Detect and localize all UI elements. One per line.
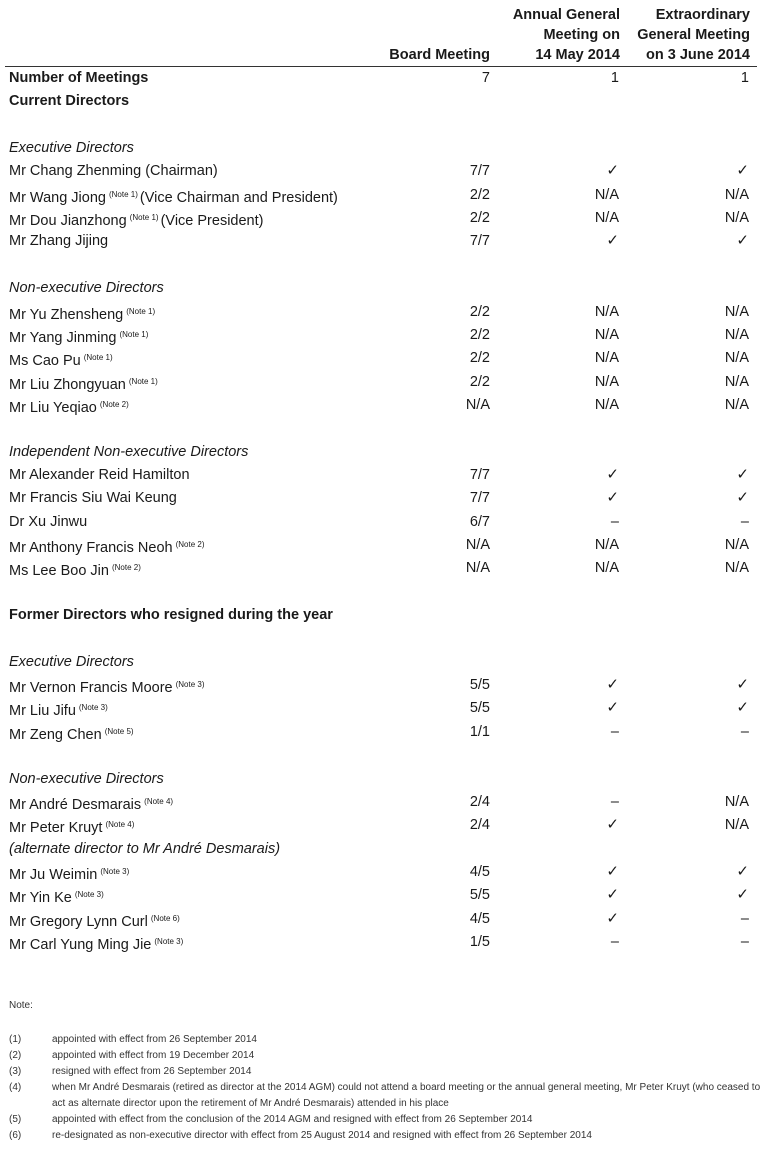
director-name: Independent Non-executive Directors [9, 443, 249, 460]
egm-cell: ✓ [736, 465, 749, 483]
spacer-row [9, 254, 759, 276]
board-meeting-cell: 2/2 [469, 326, 490, 343]
director-name: (alternate director to Mr André Desmarais) [9, 840, 281, 857]
row-label [9, 394, 131, 419]
row-label [9, 301, 157, 326]
agm-cell: N/A [594, 537, 619, 553]
row-label [9, 347, 115, 372]
header-egm-line: Extraordinary [655, 7, 750, 23]
table-row [9, 207, 759, 229]
note-reference: (Note 1) [128, 376, 158, 386]
row-label [9, 511, 87, 533]
agm-cell: – [610, 723, 619, 740]
table-row [9, 511, 759, 533]
agm-cell: N/A [594, 350, 619, 367]
board-meeting-cell: 7/7 [469, 466, 490, 483]
row-label [9, 768, 164, 790]
egm-cell: – [740, 933, 749, 950]
header-egm [637, 5, 750, 65]
board-meeting-cell: 1/1 [469, 723, 490, 740]
board-meeting-cell: 5/5 [469, 677, 490, 694]
egm-cell: ✓ [736, 489, 749, 507]
board-meeting-cell: 7/7 [469, 233, 490, 250]
director-name: Mr Zeng Chen [9, 726, 102, 743]
note-text: when Mr André Desmarais (retired as director at the 2014 AGM) could not attend a board meeting or the annual general meeting, Mr Peter Kruyt (who ceased to act as alternate director upon the retirement of Mr André Desmarais) attended in his place [52, 1082, 761, 1109]
director-name: Mr Liu Jifu [9, 703, 76, 720]
agm-cell: N/A [594, 303, 619, 320]
row-label [9, 487, 177, 509]
director-name: Mr Carl Yung Ming Jie [9, 936, 152, 953]
director-name: Mr Ju Weimin [9, 866, 98, 883]
header-egm-line: General Meeting [637, 27, 750, 43]
director-name: Mr Yang Jinming [9, 329, 117, 346]
row-label [9, 441, 248, 463]
director-name: Mr Alexander Reid Hamilton [9, 466, 190, 483]
director-name: Dr Xu Jinwu [9, 513, 88, 530]
table-row [9, 557, 759, 579]
egm-cell: ✓ [736, 676, 749, 694]
board-meeting-cell: 4/5 [469, 863, 490, 880]
agm-cell: – [610, 513, 619, 530]
board-meeting-cell: 4/5 [469, 910, 490, 927]
note-text: resigned with effect from 26 September 2014 [52, 1066, 252, 1077]
agm-cell: 1 [610, 70, 619, 86]
note-text: appointed with effect from 19 December 2014 [52, 1050, 255, 1061]
egm-cell: N/A [724, 793, 749, 810]
egm-cell: N/A [724, 303, 749, 320]
egm-cell: N/A [724, 396, 749, 413]
note-reference: (Note 2) [111, 563, 141, 573]
row-label [9, 324, 150, 349]
egm-cell: – [740, 723, 749, 740]
director-name: Mr Gregory Lynn Curl [9, 913, 148, 930]
note-number: (4) [9, 1082, 22, 1093]
director-name: Mr Liu Zhongyuan [9, 376, 126, 393]
note-text: re-designated as non-executive director with effect from 25 August 2014 and resigned with effect from 26 September 2014 [52, 1130, 592, 1141]
agm-cell: N/A [594, 186, 619, 203]
note-reference: (Note 2) [175, 540, 205, 549]
row-label [9, 277, 164, 299]
section-heading [9, 838, 759, 860]
table-row [9, 230, 759, 252]
row-label [9, 534, 207, 559]
row-label [9, 604, 333, 626]
director-name: Mr Dou Jianzhong [9, 213, 127, 230]
role-suffix: (Vice President) [160, 213, 264, 230]
row-label [9, 67, 148, 89]
egm-cell: N/A [724, 373, 749, 390]
director-name: Executive Directors [9, 653, 134, 670]
egm-cell: N/A [724, 350, 749, 367]
agm-cell: N/A [594, 373, 619, 390]
egm-cell: N/A [724, 537, 749, 553]
director-name: Former Directors who resigned during the year [9, 607, 333, 624]
row-label [9, 230, 108, 252]
note-text: appointed with effect from 26 September 2014 [52, 1034, 257, 1045]
row-label [9, 814, 136, 839]
table-row [9, 721, 759, 743]
agm-cell: N/A [594, 560, 619, 577]
egm-cell: N/A [724, 560, 749, 577]
agm-cell: ✓ [606, 886, 619, 904]
table-row [9, 791, 759, 813]
spacer-row [9, 114, 759, 136]
note-reference: (Note 4) [144, 796, 174, 806]
agm-cell: – [610, 933, 619, 950]
row-label [9, 137, 134, 159]
header-board-meeting [389, 45, 490, 65]
table-row [9, 697, 759, 719]
row-label [9, 721, 136, 746]
header-agm-line: 14 May 2014 [535, 47, 620, 63]
director-name: Mr Liu Yeqiao [9, 399, 97, 416]
row-label [9, 207, 263, 232]
note-reference: (Note 1) [129, 213, 159, 223]
row-label [9, 697, 110, 722]
spacer-row [9, 417, 759, 439]
section-heading [9, 67, 759, 89]
note-number: (1) [9, 1034, 22, 1045]
director-name: Mr Yu Zhensheng [9, 306, 124, 323]
section-heading [9, 277, 759, 299]
table-row [9, 371, 759, 393]
section-heading [9, 604, 759, 626]
row-label [9, 791, 175, 816]
director-name: Mr Wang Jiong [9, 189, 106, 206]
director-name: Mr Vernon Francis Moore [9, 680, 173, 697]
table-row [9, 394, 759, 416]
director-name: Number of Meetings [9, 70, 149, 86]
row-label [9, 371, 160, 396]
note-reference: (Note 1) [108, 189, 138, 199]
note-number: (2) [9, 1050, 22, 1061]
spacer-row [9, 581, 759, 603]
section-heading [9, 441, 759, 463]
agm-cell: ✓ [606, 162, 619, 180]
note-text: appointed with effect from the conclusion of the 2014 AGM and resigned with effect from 26 September 2014 [52, 1114, 533, 1125]
egm-cell: ✓ [736, 862, 749, 880]
spacer-row [9, 627, 759, 649]
director-name: Ms Lee Boo Jin [9, 563, 109, 580]
table-row [9, 160, 759, 182]
agm-cell: ✓ [606, 232, 619, 250]
director-name: Mr Yin Ke [9, 890, 72, 907]
table-row [9, 908, 759, 930]
agm-cell: ✓ [606, 816, 619, 834]
row-label [9, 464, 190, 486]
note-number: (3) [9, 1066, 22, 1077]
header-agm [513, 5, 620, 65]
board-meeting-cell: 6/7 [469, 513, 490, 530]
row-label [9, 651, 134, 673]
egm-cell: ✓ [736, 232, 749, 250]
section-heading [9, 137, 759, 159]
board-meeting-cell: 2/2 [469, 373, 490, 390]
board-meeting-cell: 2/2 [469, 303, 490, 320]
table-row [9, 184, 759, 206]
director-name: Mr Francis Siu Wai Keung [9, 490, 177, 507]
board-meeting-cell: 7 [481, 70, 490, 86]
agm-cell: ✓ [606, 699, 619, 717]
header-egm-line: on 3 June 2014 [646, 47, 750, 63]
director-name: Ms Cao Pu [9, 353, 81, 370]
row-label [9, 931, 185, 956]
header-board-line: Board Meeting [389, 47, 490, 63]
egm-cell: ✓ [736, 699, 749, 717]
row-label [9, 90, 129, 112]
table-row [9, 861, 759, 883]
table-row [9, 884, 759, 906]
egm-cell: N/A [724, 817, 749, 834]
note-reference: (Note 1) [83, 353, 113, 363]
section-heading [9, 90, 759, 112]
agm-cell: ✓ [606, 909, 619, 927]
egm-cell: – [740, 513, 749, 530]
note-reference: (Note 2) [99, 399, 129, 409]
agm-cell: N/A [594, 326, 619, 343]
director-name: Non-executive Directors [9, 770, 164, 787]
egm-cell: ✓ [736, 162, 749, 180]
row-label [9, 908, 182, 933]
agm-cell: ✓ [606, 862, 619, 880]
row-label [9, 160, 218, 182]
note-reference: (Note 3) [100, 866, 130, 876]
director-name: Mr André Desmarais [9, 796, 142, 813]
note-reference: (Note 3) [154, 936, 184, 946]
table-row [9, 814, 759, 836]
table-row [9, 347, 759, 369]
table-row [9, 674, 759, 696]
row-label [9, 838, 280, 860]
egm-cell: 1 [740, 70, 749, 86]
director-name: Mr Zhang Jijing [9, 233, 109, 250]
row-label [9, 184, 338, 209]
section-heading [9, 768, 759, 790]
note-reference: (Note 3) [74, 890, 104, 900]
table-row [9, 464, 759, 486]
row-label [9, 861, 131, 886]
note-reference: (Note 6) [150, 913, 180, 923]
board-meeting-cell: 2/2 [469, 186, 490, 203]
table-row [9, 487, 759, 509]
row-label [9, 884, 106, 909]
note-heading: Note: [9, 1000, 33, 1011]
table-row [9, 534, 759, 556]
director-name: Executive Directors [9, 140, 134, 157]
board-meeting-cell: 2/2 [469, 210, 490, 227]
egm-cell: – [740, 910, 749, 927]
board-meeting-cell: 7/7 [469, 163, 490, 180]
agm-cell: ✓ [606, 676, 619, 694]
agm-cell: ✓ [606, 465, 619, 483]
note-number: (6) [9, 1130, 22, 1141]
note-reference: (Note 4) [105, 820, 135, 830]
board-meeting-cell: 5/5 [469, 887, 490, 904]
spacer-row [9, 744, 759, 766]
board-meeting-cell: 5/5 [469, 700, 490, 717]
section-heading [9, 651, 759, 673]
board-meeting-cell: 2/4 [469, 817, 490, 834]
director-name: Mr Peter Kruyt [9, 820, 103, 837]
note-reference: (Note 1) [119, 329, 149, 339]
note-reference: (Note 1) [126, 306, 156, 316]
director-name: Mr Anthony Francis Neoh [9, 540, 173, 556]
role-suffix: (Vice Chairman and President) [139, 189, 338, 206]
agm-cell: – [610, 793, 619, 810]
board-meeting-cell: 2/2 [469, 350, 490, 367]
table-row [9, 324, 759, 346]
table-row [9, 931, 759, 953]
table-row [9, 301, 759, 323]
note-reference: (Note 5) [104, 726, 134, 736]
egm-cell: N/A [724, 210, 749, 227]
director-name: Current Directors [9, 93, 130, 110]
board-meeting-cell: 1/5 [469, 933, 490, 950]
header-agm-line: Meeting on [543, 27, 620, 43]
egm-cell: ✓ [736, 886, 749, 904]
row-label [9, 557, 143, 582]
egm-cell: N/A [724, 326, 749, 343]
agm-cell: N/A [594, 210, 619, 227]
board-meeting-cell: 7/7 [469, 490, 490, 507]
agm-cell: N/A [594, 396, 619, 413]
note-reference: (Note 3) [78, 703, 108, 713]
board-meeting-cell: N/A [465, 560, 490, 577]
agm-cell: ✓ [606, 489, 619, 507]
row-label [9, 674, 207, 699]
note-reference: (Note 3) [175, 680, 205, 690]
note-number: (5) [9, 1114, 22, 1125]
director-name: Mr Chang Zhenming (Chairman) [9, 163, 218, 180]
board-meeting-cell: N/A [465, 396, 490, 413]
board-meeting-cell: 2/4 [469, 793, 490, 810]
header-agm-line: Annual General [512, 7, 620, 23]
egm-cell: N/A [724, 186, 749, 203]
board-meeting-cell: N/A [465, 537, 490, 553]
director-name: Non-executive Directors [9, 280, 164, 297]
